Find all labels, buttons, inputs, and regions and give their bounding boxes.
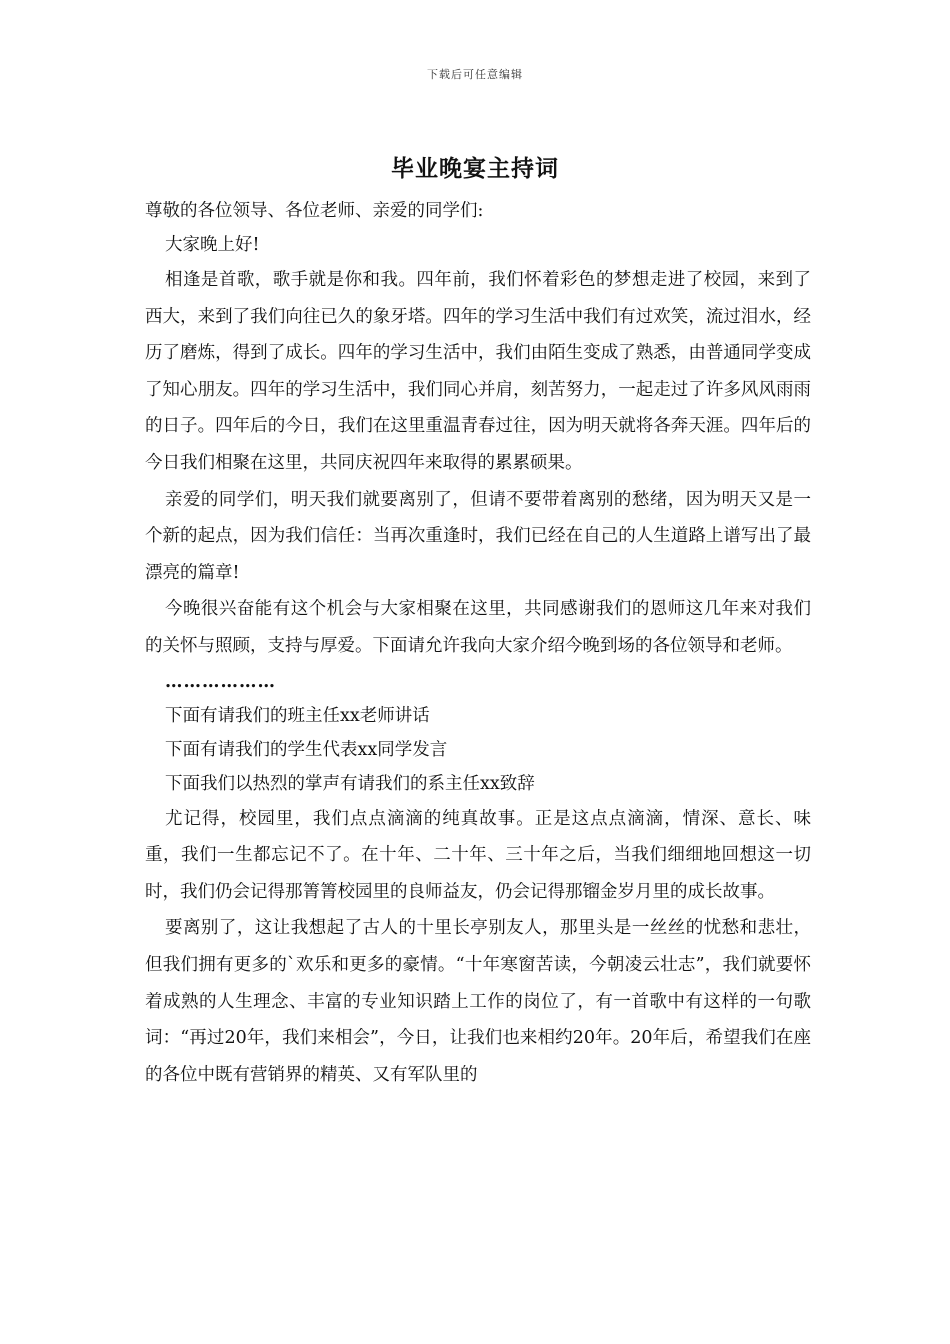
speaker-line-1: 下面有请我们的班主任xx老师讲话	[165, 705, 430, 726]
page-title: 毕业晚宴主持词	[391, 155, 559, 182]
paragraph-1: 相逢是首歌，歌手就是你和我。四年前，我们怀着彩色的梦想走进了校园，来到了西大，来到了我们向往已久的象牙塔。四年的学习生活中我们有过欢笑，流过泪水，经历了磨炼，得到了成长。四年的学习生活中，我们由陌生变成了熟悉，由普通同学变成了知心朋友。四年的学习生活中，我们同心并肩，刻苦努力，一起走过了许多风风雨雨的日子。四年后的今日，我们在这里重温青春过往，因为明天就将各奔天涯。四年后的今日我们相聚在这里，共同庆祝四年来取得的累累硕果。	[145, 270, 811, 473]
speaker-line-2: 下面有请我们的学生代表xx同学发言	[165, 739, 448, 760]
paragraph-5: 要离别了，这让我想起了古人的十里长亭别友人，那里头是一丝丝的忧愁和悲壮，但我们拥有更多的`欢乐和更多的豪情。“十年寒窗苦读，今朝凌云壮志”，我们就要怀着成熟的人生理念、丰富的专业知识踏上工作的岗位了，有一首歌中有这样的一句歌词：“再过20年，我们来相会”，今日，让我们也来相约20年。20年后，希望我们在座的各位中既有营销界的精英、又有军队里的	[145, 918, 811, 1085]
speaker-line-3: 下面我们以热烈的掌声有请我们的系主任xx致辞	[165, 773, 535, 794]
paragraph-3: 今晚很兴奋能有这个机会与大家相聚在这里，共同感谢我们的恩师这几年来对我们的关怀与照顾，支持与厚爱。下面请允许我向大家介绍今晚到场的各位领导和老师。	[145, 599, 811, 656]
ellipsis-line: ………………	[165, 671, 276, 692]
header-note: 下载后可任意编辑	[427, 68, 523, 81]
document-body	[145, 194, 811, 1093]
paragraph-4: 尤记得，校园里，我们点点滴滴的纯真故事。正是这点点滴滴，情深、意长、味重，我们一生都忘记不了。在十年、二十年、三十年之后，当我们细细地回想这一切时，我们仍会记得那箐箐校园里的良师益友，仍会记得那镏金岁月里的成长故事。	[145, 808, 811, 902]
greeting: 大家晚上好!	[165, 235, 260, 255]
salutation: 尊敬的各位领导、各位老师、亲爱的同学们:	[145, 201, 484, 221]
paragraph-2: 亲爱的同学们，明天我们就要离别了，但请不要带着离别的愁绪，因为明天又是一个新的起点，因为我们信任：当再次重逢时，我们已经在自己的人生道路上谱写出了最漂亮的篇章!	[145, 489, 811, 583]
